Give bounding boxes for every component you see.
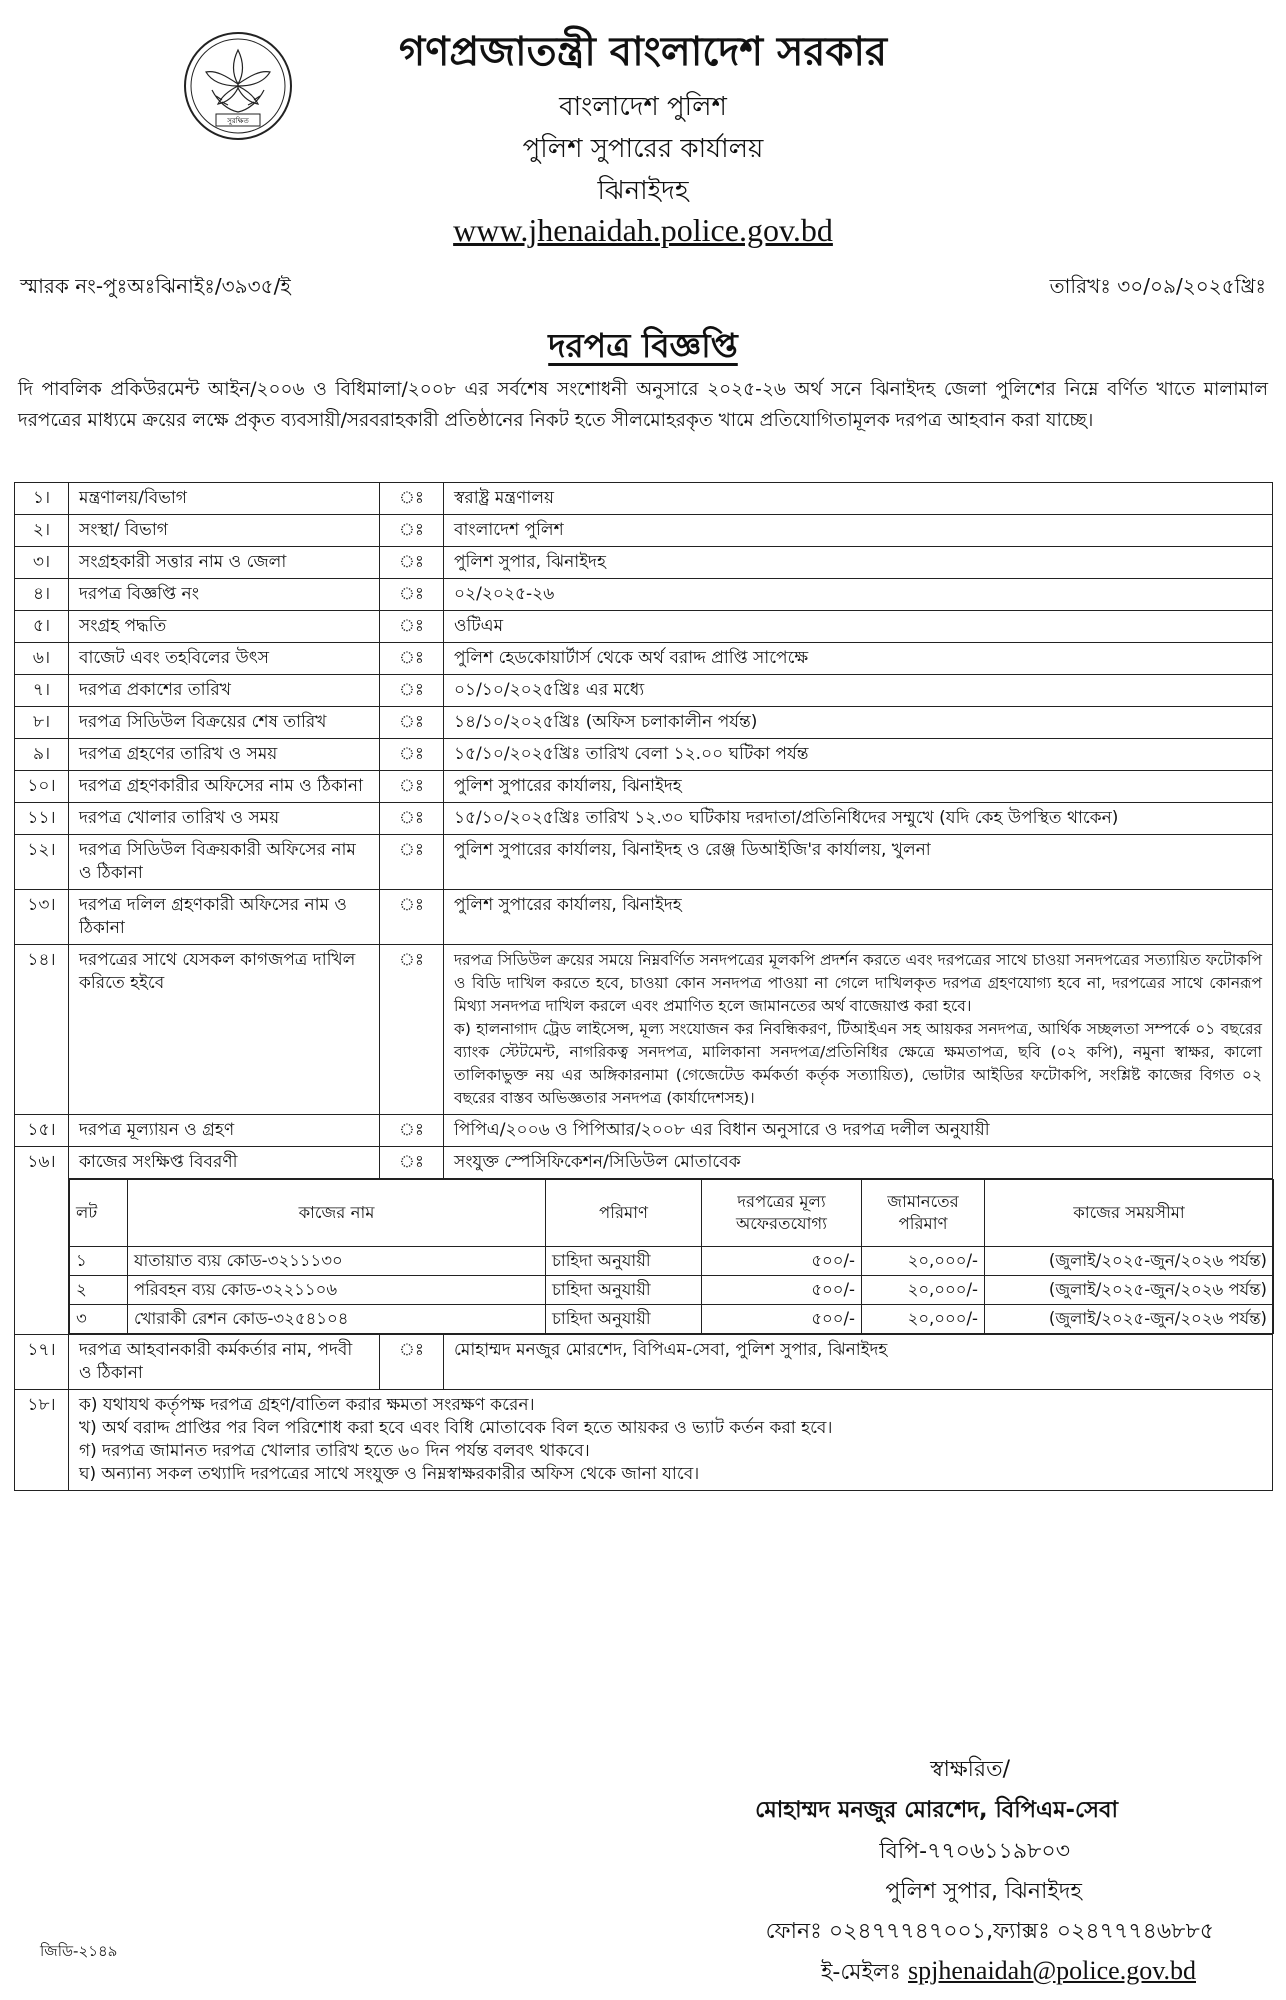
table-row [15,1390,1273,1491]
row-value: পুলিশ সুপারের কার্যালয়, ঝিনাইদহ [444,890,1273,945]
table-row [15,707,1273,739]
quantity: চাহিদা অনুযায়ী [546,1305,702,1334]
contact-email-line [0,1955,1196,1992]
signatory-bp-number: বিপি-৭৭০৬১১৯৮০৩ [879,1839,1070,1864]
table-row [15,890,1273,945]
required-documents-list: ক) হালনাগাদ ট্রেড লাইসেন্স, মূল্য সংযোজন কর নিবন্ধিকরণ, টিআইএন সহ আয়কর সনদপত্র, আর্থিক সচ্ছলতা সম্পর্কে ০১ বছরের ব্যাংক স্টেটমেন্ট, নাগরিকত্ব সনদপত্র, মালিকানা সনদপত্র/প্রতিনিধির ক্ষেত্রে ক্ষমতাপত্র, ছবি (০২ কপি), নমুনা স্বাক্ষর, কালো তালিকাভুক্ত নয় এর অঙ্গিকারনামা (গেজেটেড কর্মকর্তা কর্তৃক সত্যায়িত), ভোটার আইডির ফটোকপি, সংশ্লিষ্ট কাজের বিগত ০২ বছরের বাস্তব অভিজ্ঞতার সনদপত্র (কার্যাদেশসহ)। [454,1020,1262,1107]
lot-row [70,1276,1274,1305]
row-label: দরপত্র সিডিউল বিক্রয়কারী অফিসের নাম ও ঠিকানা [69,835,380,890]
table-row [15,611,1273,643]
table-row [15,945,1273,1115]
work-name: পরিবহন ব্যয় কোড-৩২২১১০৬ [128,1276,546,1305]
row-value: সংযুক্ত স্পেসিফিকেশন/সিডিউল মোতাবেক [444,1147,1273,1179]
row-label: কাজের সংক্ষিপ্ত বিবরণী [69,1147,380,1179]
row-colon: ঃ [380,835,444,890]
tender-details-table [14,482,1273,1491]
security-amount: ২০,০০০/- [862,1276,985,1305]
row-label: দরপত্র মূল্যায়ন ও গ্রহণ [69,1115,380,1147]
lots-header-row [70,1180,1274,1247]
row-value: পুলিশ সুপারের কার্যালয়, ঝিনাইদহ [444,771,1273,803]
row-number: ৯। [15,739,69,771]
work-name-header: কাজের নাম [128,1180,546,1247]
row-colon: ঃ [380,547,444,579]
term-item: গ) দরপত্র জামানত দরপত্র খোলার তারিখ হতে ৬০ দিন পর্যন্ত বলবৎ থাকবে। [79,1441,590,1461]
price: ৫০০/- [702,1276,862,1305]
security-amount: ২০,০০০/- [862,1305,985,1334]
row-number: ১৩। [15,890,69,945]
row-number: ৭। [15,675,69,707]
row-number: ৫। [15,611,69,643]
work-period: (জুলাই/২০২৫-জুন/২০২৬ পর্যন্ত) [985,1276,1274,1305]
work-period: (জুলাই/২০২৫-জুন/২০২৬ পর্যন্ত) [985,1247,1274,1276]
table-row [15,579,1273,611]
term-item: ঘ) অন্যান্য সকল তথ্যাদি দরপত্রের সাথে সংযুক্ত ও নিম্নস্বাক্ষরকারীর অফিস থেকে জানা যাবে। [79,1464,700,1484]
lots-table [69,1179,1274,1334]
notice-date: তারিখঃ ৩০/০৯/২০২৫খ্রিঃ [1049,274,1266,298]
quantity: চাহিদা অনুযায়ী [546,1276,702,1305]
row-colon: ঃ [380,675,444,707]
work-period: (জুলাই/২০২৫-জুন/২০২৬ পর্যন্ত) [985,1305,1274,1334]
row-label: সংস্থা/ বিভাগ [69,515,380,547]
lot-header: লট [70,1180,128,1247]
row-colon: ঃ [380,739,444,771]
row-value: ০১/১০/২০২৫খ্রিঃ এর মধ্যে [444,675,1273,707]
row-label: দরপত্র সিডিউল বিক্রয়ের শেষ তারিখ [69,707,380,739]
row-value: ১৪/১০/২০২৫খ্রিঃ (অফিস চলাকালীন পর্যন্ত) [444,707,1273,739]
row-colon: ঃ [380,643,444,675]
row-value: পিপিএ/২০০৬ ও পিপিআর/২০০৮ এর বিধান অনুসারে ও দরপত্র দলীল অনুযায়ী [444,1115,1273,1147]
row-number: ১৬। [15,1147,69,1335]
row-number: ১০। [15,771,69,803]
row-value: পুলিশ সুপার, ঝিনাইদহ [444,547,1273,579]
row-colon: ঃ [380,1147,444,1179]
row-label: দরপত্র আহবানকারী কর্মকর্তার নাম, পদবী ও ঠিকানা [69,1335,380,1390]
required-documents-cell [444,945,1273,1115]
row-label: মন্ত্রণালয়/বিভাগ [69,483,380,515]
row-label: দরপত্র গ্রহণের তারিখ ও সময় [69,739,380,771]
lots-table-cell [69,1179,1273,1335]
table-row [15,1335,1273,1390]
row-number: ৬। [15,643,69,675]
price: ৫০০/- [702,1305,862,1334]
row-number: ২। [15,515,69,547]
row-value: মোহাম্মদ মনজুর মোরশেদ, বিপিএম-সেবা, পুলিশ সুপার, ঝিনাইদহ [444,1335,1273,1390]
period-header: কাজের সময়সীমা [985,1180,1274,1247]
row-number: ১১। [15,803,69,835]
row-colon: ঃ [380,803,444,835]
row-value: স্বরাষ্ট্র মন্ত্রণালয় [444,483,1273,515]
intro-paragraph: দি পাবলিক প্রকিউরমেন্ট আইন/২০০৬ ও বিধিমালা/২০০৮ এর সর্বশেষ সংশোধনী অনুসারে ২০২৫-২৬ অর্থ সনে ঝিনাইদহ জেলা পুলিশের নিম্নে বর্ণিত খাতে মালামাল দরপত্রের মাধ্যমে ক্রয়ের লক্ষে প্রকৃত ব্যবসায়ী/সরবরাহকারী প্রতিষ্ঠানের নিকট হতে সীলমোহরকৃত খামে প্রতিযোগিতামূলক দরপত্র আহবান করা যাচ্ছে। [18,379,1268,431]
row-label: দরপত্র দলিল গ্রহণকারী অফিসের নাম ও ঠিকানা [69,890,380,945]
memo-number: স্মারক নং-পুঃঅঃঝিনাইঃ/৩৯৩৫/ই [20,274,291,298]
office-name: পুলিশ সুপারের কার্যালয় [522,134,764,164]
row-label: দরপত্র বিজ্ঞপ্তি নং [69,579,380,611]
district-name: ঝিনাইদহ [597,176,689,206]
row-colon: ঃ [380,611,444,643]
lot-row [70,1305,1274,1334]
emblem-motto: সুরক্ষিত [227,117,249,125]
gd-number: জিডি-২১৪৯ [40,1942,118,1960]
security-amount: ২০,০০০/- [862,1247,985,1276]
row-label: দরপত্র প্রকাশের তারিখ [69,675,380,707]
row-number: ১২। [15,835,69,890]
website-link[interactable]: www.jhenaidah.police.gov.bd [453,212,833,248]
row-value: ১৫/১০/২০২৫খ্রিঃ তারিখ বেলা ১২.০০ ঘটিকা পর্যন্ত [444,739,1273,771]
row-label: দরপত্র খোলার তারিখ ও সময় [69,803,380,835]
table-row [15,835,1273,890]
table-row [15,1115,1273,1147]
row-colon: ঃ [380,1335,444,1390]
government-title: গণপ্রজাতন্ত্রী বাংলাদেশ সরকার [399,29,887,75]
row-value: পুলিশ সুপারের কার্যালয়, ঝিনাইদহ ও রেঞ্জ ডিআইজি'র কার্যালয়, খুলনা [444,835,1273,890]
signatory-name: মোহাম্মদ মনজুর মোরশেদ, বিপিএম-সেবা [755,1797,1118,1823]
lot-number: ৩ [70,1305,128,1334]
row-number: ১। [15,483,69,515]
lot-number: ২ [70,1276,128,1305]
notice-heading [0,320,1286,376]
row-value: ১৫/১০/২০২৫খ্রিঃ তারিখ ১২.৩০ ঘটিকায় দরদাতা/প্রতিনিধিদের সম্মুখে (যদি কেহ উপস্থিত থাকেন) [444,803,1273,835]
contact-phone-fax: ফোনঃ ০২৪৭৭৭৪৭০০১,ফ্যাক্সঃ ০২৪৭৭৭৪৬৮৮৫ [765,1919,1214,1944]
row-number: ১৫। [15,1115,69,1147]
row-label: দরপত্র গ্রহণকারীর অফিসের নাম ও ঠিকানা [69,771,380,803]
row-number: ৩। [15,547,69,579]
table-row [15,771,1273,803]
work-name: যাতায়াত ব্যয় কোড-৩২১১১৩০ [128,1247,546,1276]
quantity: চাহিদা অনুযায়ী [546,1247,702,1276]
row-colon: ঃ [380,771,444,803]
lot-number: ১ [70,1247,128,1276]
row-value: পুলিশ হেডকোয়ার্টার্স থেকে অর্থ বরাদ্দ প্রাপ্তি সাপেক্ষে [444,643,1273,675]
row-label: সংগ্রহকারী সত্তার নাম ও জেলা [69,547,380,579]
table-row [15,515,1273,547]
table-row [15,739,1273,771]
table-row [15,675,1273,707]
table-row [15,803,1273,835]
term-item: ক) যথাযথ কর্তৃপক্ষ দরপত্র গ্রহণ/বাতিল করার ক্ষমতা সংরক্ষণ করেন। [79,1395,535,1415]
row-colon: ঃ [380,890,444,945]
table-row [15,547,1273,579]
row-colon: ঃ [380,579,444,611]
notice-heading-text: দরপত্র বিজ্ঞপ্তি [548,326,738,365]
quantity-header: পরিমাণ [546,1180,702,1247]
department-name: বাংলাদেশ পুলিশ [559,92,727,122]
row-value: বাংলাদেশ পুলিশ [444,515,1273,547]
terms-cell [69,1390,1273,1491]
row-colon: ঃ [380,515,444,547]
row-colon: ঃ [380,707,444,739]
price: ৫০০/- [702,1247,862,1276]
price-header: দরপত্রের মূল্য অফেরতযোগ্য [702,1180,862,1247]
row-number: ৪। [15,579,69,611]
row-number: ১৪। [15,945,69,1115]
table-row [15,1147,1273,1179]
table-row [15,643,1273,675]
signatory-designation: পুলিশ সুপার, ঝিনাইদহ [885,1879,1082,1904]
signed-label: স্বাক্ষরিত/ [930,1757,1010,1782]
lots-row [15,1179,1273,1335]
lot-row [70,1247,1274,1276]
security-header: জামানতের পরিমাণ [862,1180,985,1247]
row-label: বাজেট এবং তহবিলের উৎস [69,643,380,675]
row-number: ১৮। [15,1390,69,1491]
term-item: খ) অর্থ বরাদ্দ প্রাপ্তির পর বিল পরিশোধ করা হবে এবং বিধি মোতাবেক বিল হতে আয়কর ও ভ্যাট কর্তন করা হবে। [79,1418,833,1438]
email-link[interactable]: spjhenaidah@police.gov.bd [908,1956,1196,1985]
row-number: ১৭। [15,1335,69,1390]
row-number: ৮। [15,707,69,739]
email-prefix: ই-মেইলঃ [820,1960,902,1985]
row-value: ০২/২০২৫-২৬ [444,579,1273,611]
required-documents-text: দরপত্র সিডিউল ক্রয়ের সময়ে নিম্নবর্ণিত সনদপত্রের মূলকপি প্রদর্শন করতে এবং দরপত্রের সাথে চাওয়া সনদপত্রের সত্যায়িত ফটোকপি ও বিডি দাখিল করতে হবে, চাওয়া কোন সনদপত্র পাওয়া না গেলে দাখিলকৃত দরপত্র গ্রহণযোগ্য হবে না, দরপত্রের সাথে কোনরূপ মিথ্যা সনদপত্র দাখিল করলে এবং প্রমাণিত হলে জামানতের অর্থ বাজেয়াপ্ত করা হবে। [454,951,1262,1015]
row-value: ওটিএম [444,611,1273,643]
row-label: সংগ্রহ পদ্ধতি [69,611,380,643]
row-colon: ঃ [380,945,444,1115]
work-name: খোরাকী রেশন কোড-৩২৫৪১০৪ [128,1305,546,1334]
row-label: দরপত্রের সাথে যেসকল কাগজপত্র দাখিল করিতে হইবে [69,945,380,1115]
row-colon: ঃ [380,1115,444,1147]
row-colon: ঃ [380,483,444,515]
table-row [15,483,1273,515]
